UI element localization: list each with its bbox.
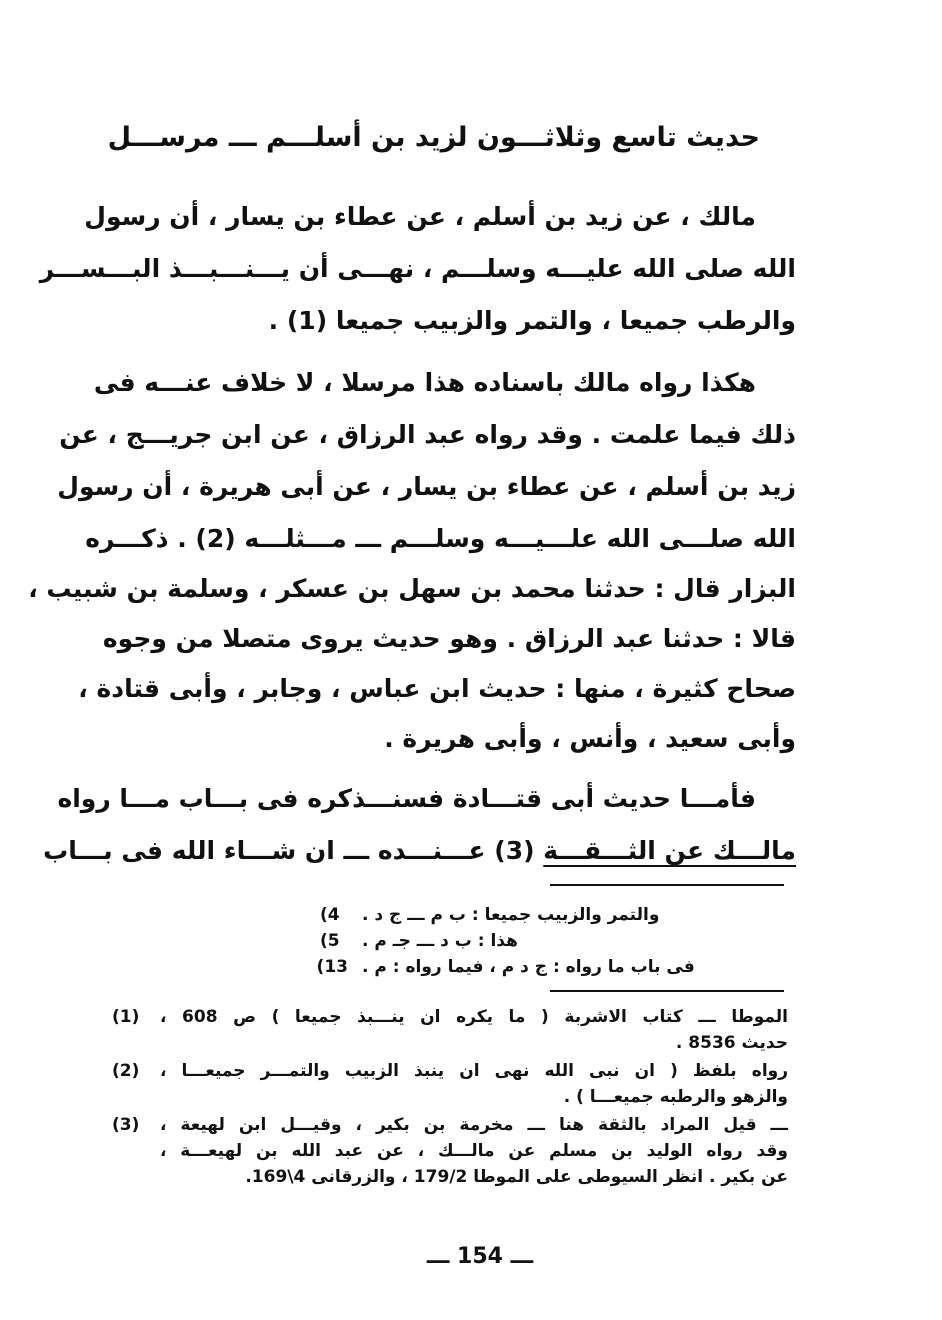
paragraph1-line-2: الله صلى الله عليـــه وسلـــم ، نهـــى أن يـــنـــبـــذ البـــســـر <box>39 254 796 283</box>
underlined-phrase: مالـــك عن الثـــقـــة <box>543 836 796 865</box>
paragraph2-line-5: البزار قال : حدثنا محمد بن سهل بن عسكر ، وسلمة بن شبيب ، <box>28 574 796 603</box>
footnote-line: ـــ قيل المراد بالثقة هنا ـــ مخرمة بن بكير ، وقيـــل ابن لهيعة ، <box>160 1115 788 1135</box>
footnote-3 <box>112 1112 788 1190</box>
variants-divider <box>550 884 784 886</box>
variant-note-text: فى باب ما رواه : ج د م ، فيما رواه : م . <box>362 957 695 977</box>
footnote-number: (3) <box>112 1115 140 1135</box>
footnote-line: وقد رواه الوليد بن مسلم عن مالـــك ، عن عبد الله بن لهيعـــة ، <box>160 1141 788 1161</box>
footnotes-divider <box>550 990 784 992</box>
paragraph1-line-3: والرطب جميعا ، والتمر والزبيب جميعا (1) . <box>268 306 796 335</box>
variant-note-number: 13) <box>316 957 348 977</box>
page-number: ـــ 154 ـــ <box>426 1244 534 1269</box>
footnote-line: والزهو والرطبه جميعـــا ) . <box>563 1087 788 1107</box>
variant-note-text: والتمر والزبيب جميعا : ب م ـــ ج د . <box>362 905 660 925</box>
footnote-number: (1) <box>112 1007 140 1027</box>
footnote-1 <box>112 1004 788 1056</box>
footnote-2 <box>112 1058 788 1110</box>
variant-note-number: 5) <box>320 931 340 951</box>
footnote-line: حديث 8536 . <box>675 1033 788 1053</box>
paragraph3-line-2-rest: (3) عـــنـــده ـــ ان شـــاء الله فى بـــاب <box>43 836 544 865</box>
variant-note <box>320 902 790 928</box>
footnote-line: عن بكير . انظر السيوطى على الموطا 179/2 ، والزرقانى 4\169. <box>245 1167 788 1187</box>
paragraph2-line-6: قالا : حدثنا عبد الرزاق . وهو حديث يروى متصلا من وجوه <box>102 624 796 653</box>
paragraph2-line-8: وأبى سعيد ، وأنس ، وأبى هريرة . <box>384 724 796 753</box>
chapter-heading: حديث تاسع وثلاثـــون لزيد بن أسلـــم ـــ مرســـل <box>107 122 760 153</box>
paragraph2-line-2: ذلك فيما علمت . وقد رواه عبد الرزاق ، عن ابن جريـــج ، عن <box>59 420 796 449</box>
paragraph3-line-1: فأمـــا حديث أبى قتـــادة فسنـــذكره فى بـــاب مـــا رواه <box>57 784 756 813</box>
footnote-line: الموطا ـــ كتاب الاشربة ( ما يكره ان ينـــبذ جميعا ) ص 608 ، <box>160 1007 788 1027</box>
paragraph3-line-2 <box>43 824 796 878</box>
footnote-number: (2) <box>112 1061 140 1081</box>
footnote-line: رواه بلفظ ( ان نبى الله نهى ان ينبذ الزبيب والتمـــر جميعـــا ، <box>160 1061 788 1081</box>
variant-note <box>320 928 790 954</box>
paragraph2-line-4: الله صلـــى الله علـــيـــه وسلـــم ـــ مـــثلـــه (2) . ذكـــره <box>85 524 796 553</box>
variant-note <box>316 954 790 980</box>
variant-note-text: هذا : ب د ـــ جـ م . <box>362 931 518 951</box>
variant-note-number: 4) <box>320 905 340 925</box>
paragraph1-line-1: مالك ، عن زيد بن أسلم ، عن عطاء بن يسار ، أن رسول <box>84 202 756 231</box>
paragraph2-line-3: زيد بن أسلم ، عن عطاء بن يسار ، عن أبى هريرة ، أن رسول <box>57 472 796 501</box>
paragraph2-line-1: هكذا رواه مالك باسناده هذا مرسلا ، لا خلاف عنـــه فى <box>93 368 756 397</box>
paragraph2-line-7: صحاح كثيرة ، منها : حديث ابن عباس ، وجابر ، وأبى قتادة ، <box>78 674 796 703</box>
